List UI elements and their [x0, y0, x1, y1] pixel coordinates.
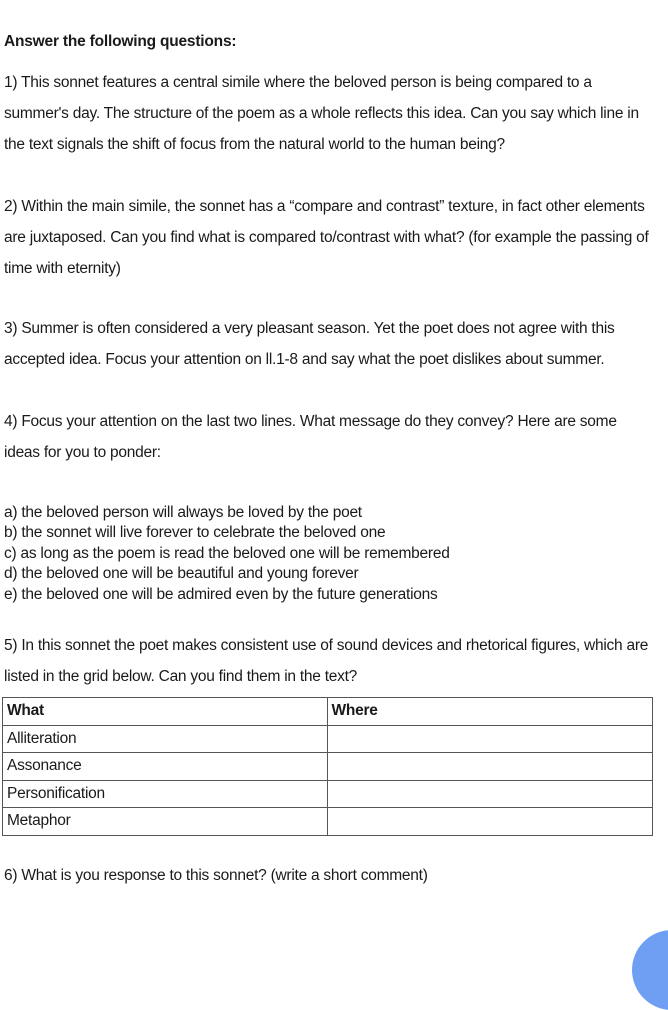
grid-cell-what: Personification: [3, 780, 328, 808]
question-3: 3) Summer is often considered a very pleasant season. Yet the poet does not agree with this accepted idea. Focus your attention on ll.1-8 and say what the poet dislikes about summer.: [4, 320, 615, 368]
corner-accent-circle: [632, 930, 668, 1010]
grid-cell-where[interactable]: [327, 808, 652, 836]
question-5: 5) In this sonnet the poet makes consistent use of sound devices and rhetorical figures, which are listed in the grid below. Can you find them in the text?: [4, 637, 649, 685]
grid-row: [3, 780, 653, 808]
question-6: 6) What is you response to this sonnet? (write a short comment): [4, 867, 428, 884]
grid-header-what: What: [3, 698, 328, 726]
grid-row: [3, 753, 653, 781]
grid-row: [3, 808, 653, 836]
grid-header-row: [3, 698, 653, 726]
devices-grid: [2, 697, 653, 836]
grid-cell-what: Alliteration: [3, 725, 328, 753]
page-heading: Answer the following questions:: [4, 33, 237, 50]
grid-cell-where[interactable]: [327, 725, 652, 753]
option-d: d) the beloved one will be beautiful and young forever: [4, 565, 359, 583]
question-4: 4) Focus your attention on the last two lines. What message do they convey? Here are some ideas for you to ponder:: [4, 413, 617, 461]
grid-cell-where[interactable]: [327, 780, 652, 808]
question-1: 1) This sonnet features a central simile where the beloved person is being compared to a summer's day. The structure of the poem as a whole reflects this idea. Can you say which line in the text signals the shift of focus from the natural world to the human being?: [4, 74, 639, 153]
grid-row: [3, 725, 653, 753]
option-a: a) the beloved person will always be loved by the poet: [4, 504, 362, 521]
option-b: b) the sonnet will live forever to celebrate the beloved one: [4, 524, 386, 542]
answer-options-list: [4, 503, 654, 605]
question-2: 2) Within the main simile, the sonnet has a “compare and contrast” texture, in fact other elements are juxtaposed. Can you find what is compared to/contrast with what? (for example the passing of time with eternity): [4, 198, 649, 277]
grid-cell-what: Metaphor: [3, 808, 328, 836]
option-c: c) as long as the poem is read the beloved one will be remembered: [4, 544, 450, 562]
grid-cell-what: Assonance: [3, 753, 328, 781]
option-e: e) the beloved one will be admired even by the future generations: [4, 585, 438, 603]
grid-header-where: Where: [327, 698, 652, 726]
grid-cell-where[interactable]: [327, 753, 652, 781]
